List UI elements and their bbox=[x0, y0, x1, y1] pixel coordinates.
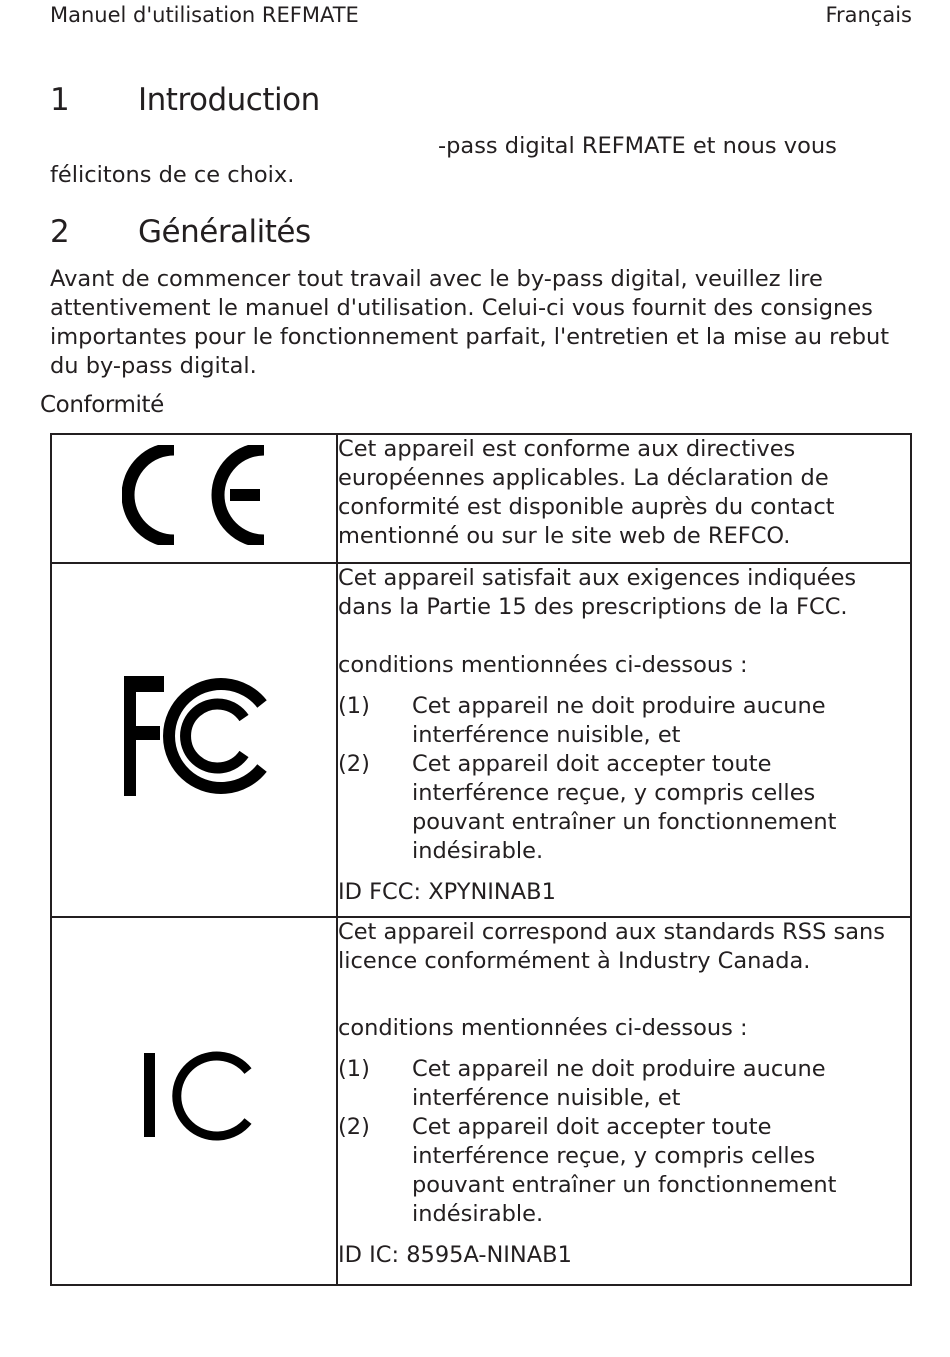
conformity-table bbox=[50, 433, 912, 1286]
fcc-conditions: conditions mentionnées ci-dessous : bbox=[338, 652, 748, 678]
list-item bbox=[338, 692, 910, 750]
page-header-language: Français bbox=[825, 3, 912, 27]
ce-mark-icon bbox=[122, 445, 272, 545]
section-1-text-line1: -pass digital REFMATE et nous vous bbox=[438, 133, 837, 159]
section-2-title: Généralités bbox=[138, 214, 311, 250]
table-row bbox=[51, 563, 911, 917]
ce-logo-cell bbox=[51, 434, 337, 563]
ic-description: Cet appareil correspond aux standards RSS sans licence conformément à Industry Canada. bbox=[338, 919, 886, 974]
list-item bbox=[338, 1055, 910, 1113]
section-1-number: 1 bbox=[50, 82, 70, 118]
ic-text-cell bbox=[337, 917, 911, 1285]
section-1-text-line2: félicitons de ce choix. bbox=[50, 162, 295, 188]
ic-item-1-text: Cet appareil ne doit produire aucune interférence nuisible, et bbox=[412, 1056, 826, 1111]
ic-item-2-text: Cet appareil doit accepter toute interférence reçue, y compris celles pouvant entraîner un fonctionnement indésirable. bbox=[412, 1114, 837, 1227]
ce-description: Cet appareil est conforme aux directives européennes applicables. La déclaration de conformité est disponible auprès du contact mentionné ou sur le site web de REFCO. bbox=[338, 436, 835, 549]
conformity-title: Conformité bbox=[40, 392, 164, 418]
fcc-text-cell bbox=[337, 563, 911, 917]
section-1-title: Introduction bbox=[138, 82, 320, 118]
fcc-logo-cell bbox=[51, 563, 337, 917]
table-row bbox=[51, 917, 911, 1285]
fcc-description: Cet appareil satisfait aux exigences indiquées dans la Partie 15 des prescriptions de la FCC. bbox=[338, 565, 857, 620]
ic-item-1-number: (1) bbox=[338, 1056, 370, 1082]
ce-text-cell bbox=[337, 434, 911, 563]
fcc-id: ID FCC: XPYNINAB1 bbox=[338, 879, 556, 905]
fcc-item-2-number: (2) bbox=[338, 751, 370, 777]
section-2-text: Avant de commencer tout travail avec le by-pass digital, veuillez lire attentivement le manuel d'utilisation. Celui-ci vous fournit des consignes importantes pour le fonctionnement parfait, l'entretien et la mise au rebut du by-pass digital. bbox=[50, 266, 890, 379]
ic-item-2-number: (2) bbox=[338, 1114, 370, 1140]
ic-conditions: conditions mentionnées ci-dessous : bbox=[338, 1015, 748, 1041]
ic-id: ID IC: 8595A-NINAB1 bbox=[338, 1242, 572, 1268]
table-row bbox=[51, 434, 911, 563]
ic-logo-icon bbox=[140, 1051, 260, 1141]
list-item bbox=[338, 750, 910, 866]
section-2-number: 2 bbox=[50, 214, 70, 250]
list-item bbox=[338, 1113, 910, 1229]
fcc-logo-icon bbox=[122, 674, 272, 798]
ic-logo-cell bbox=[51, 917, 337, 1285]
fcc-item-2-text: Cet appareil doit accepter toute interférence reçue, y compris celles pouvant entraîner un fonctionnement indésirable. bbox=[412, 751, 837, 864]
fcc-item-1-number: (1) bbox=[338, 693, 370, 719]
page-header-title: Manuel d'utilisation REFMATE bbox=[50, 3, 359, 27]
fcc-item-1-text: Cet appareil ne doit produire aucune interférence nuisible, et bbox=[412, 693, 826, 748]
